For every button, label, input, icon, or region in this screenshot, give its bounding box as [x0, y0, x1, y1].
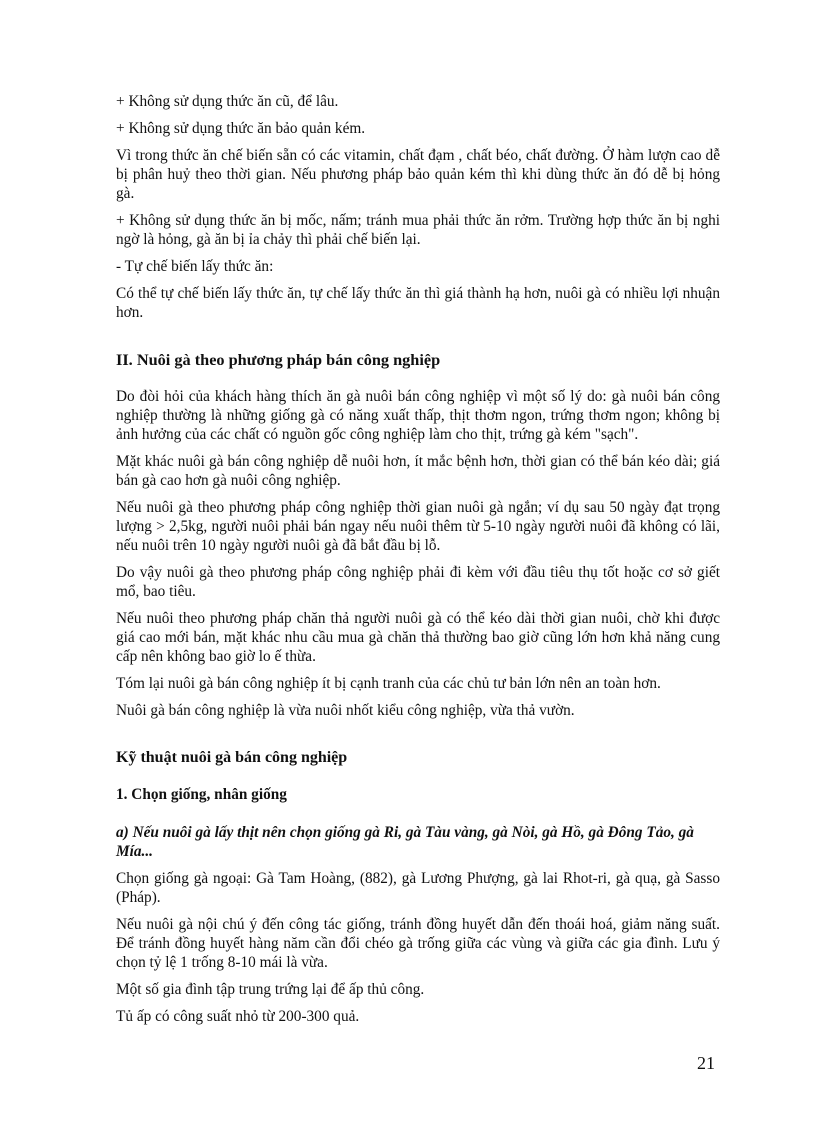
paragraph: Do đòi hỏi của khách hàng thích ăn gà nuôi bán công nghiệp vì một số lý do: gà nuôi bán công nghiệp thường là những giống gà có năng xuất thấp, thịt thơm ngon, trứng thơm ngon; không bị ảnh hưởng của các chất có nguồn gốc công nghiệp làm cho thịt, trứng gà kém "sạch". [116, 388, 720, 443]
paragraph: Tóm lại nuôi gà bán công nghiệp ít bị cạnh tranh của các chủ tư bản lớn nên an toàn hơn. [116, 675, 661, 692]
paragraph: Nuôi gà bán công nghiệp là vừa nuôi nhốt kiểu công nghiệp, vừa thả vườn. [116, 702, 575, 719]
paragraph: Nếu nuôi theo phương pháp chăn thả người nuôi gà có thể kéo dài thời gian nuôi, chờ khi được giá cao mới bán, mặt khác nhu cầu mua gà chăn thả thường bao giờ cũng lớn hơn khả năng cung cấp nên không bao giờ lo ế thừa. [116, 610, 720, 665]
paragraph: Mặt khác nuôi gà bán công nghiệp dễ nuôi hơn, ít mắc bệnh hơn, thời gian có thể bán kéo dài; giá bán gà cao hơn gà nuôi công nghiệp. [116, 453, 720, 489]
paragraph: Nếu nuôi gà nội chú ý đến công tác giống, tránh đồng huyết dẫn đến thoái hoá, giảm năng suất. Để tránh đồng huyết hàng năm cần đổi chéo gà trống giữa các vùng và giữa các gia đình. Lưu ý chọn tỷ lệ 1 trống 8-10 mái là vừa. [116, 916, 720, 971]
paragraph: + Không sử dụng thức ăn bảo quản kém. [116, 120, 366, 137]
document-page [116, 92, 720, 1034]
paragraph: Vì trong thức ăn chế biến sẵn có các vitamin, chất đạm , chất béo, chất đường. Ở hàm lượn cao dễ bị phân huỷ theo thời gian. Nếu phương pháp bảo quản kém thì khi dùng thức ăn đó dễ bị hỏng gà. [116, 147, 720, 202]
section-heading: II. Nuôi gà theo phương pháp bán công nghiệp [116, 350, 441, 369]
paragraph: Chọn giống gà ngoại: Gà Tam Hoàng, (882), gà Lương Phượng, gà lai Rhot-ri, gà quạ, gà Sasso (Pháp). [116, 870, 720, 906]
item-a: a) Nếu nuôi gà lấy thịt nên chọn giống gà Ri, gà Tàu vàng, gà Nòi, gà Hồ, gà Đông Tảo, gà Mía... [116, 824, 694, 860]
paragraph: Một số gia đình tập trung trứng lại để ấp thủ công. [116, 981, 425, 998]
subsection-heading: 1. Chọn giống, nhân giống [116, 786, 287, 803]
paragraph: Do vậy nuôi gà theo phương pháp công nghiệp phải đi kèm với đầu tiêu thụ tốt hoặc cơ sở giết mổ, bao tiêu. [116, 564, 720, 600]
paragraph: + Không sử dụng thức ăn bị mốc, nấm; tránh mua phải thức ăn rởm. Trường hợp thức ăn bị nghi ngờ là hỏng, gà ăn bị ỉa chảy thì phải chế biến lại. [116, 212, 720, 248]
technique-heading: Kỹ thuật nuôi gà bán công nghiệp [116, 749, 348, 766]
paragraph: Nếu nuôi gà theo phương pháp công nghiệp thời gian nuôi gà ngắn; ví dụ sau 50 ngày đạt trọng lượng > 2,5kg, người nuôi phải bán ngay nếu nuôi thêm từ 5-10 ngày người nuôi đã không có lãi, nếu nuôi trên 10 ngày người nuôi gà đã bắt đầu bị lỗ. [116, 499, 720, 554]
paragraph: Có thể tự chế biến lấy thức ăn, tự chế lấy thức ăn thì giá thành hạ hơn, nuôi gà có nhiều lợi nhuận hơn. [116, 285, 720, 321]
paragraph: Tủ ấp có công suất nhỏ từ 200-300 quả. [116, 1008, 360, 1025]
page-number: 21 [697, 1053, 715, 1073]
paragraph: - Tự chế biến lấy thức ăn: [116, 258, 274, 275]
paragraph: + Không sử dụng thức ăn cũ, để lâu. [116, 93, 339, 110]
